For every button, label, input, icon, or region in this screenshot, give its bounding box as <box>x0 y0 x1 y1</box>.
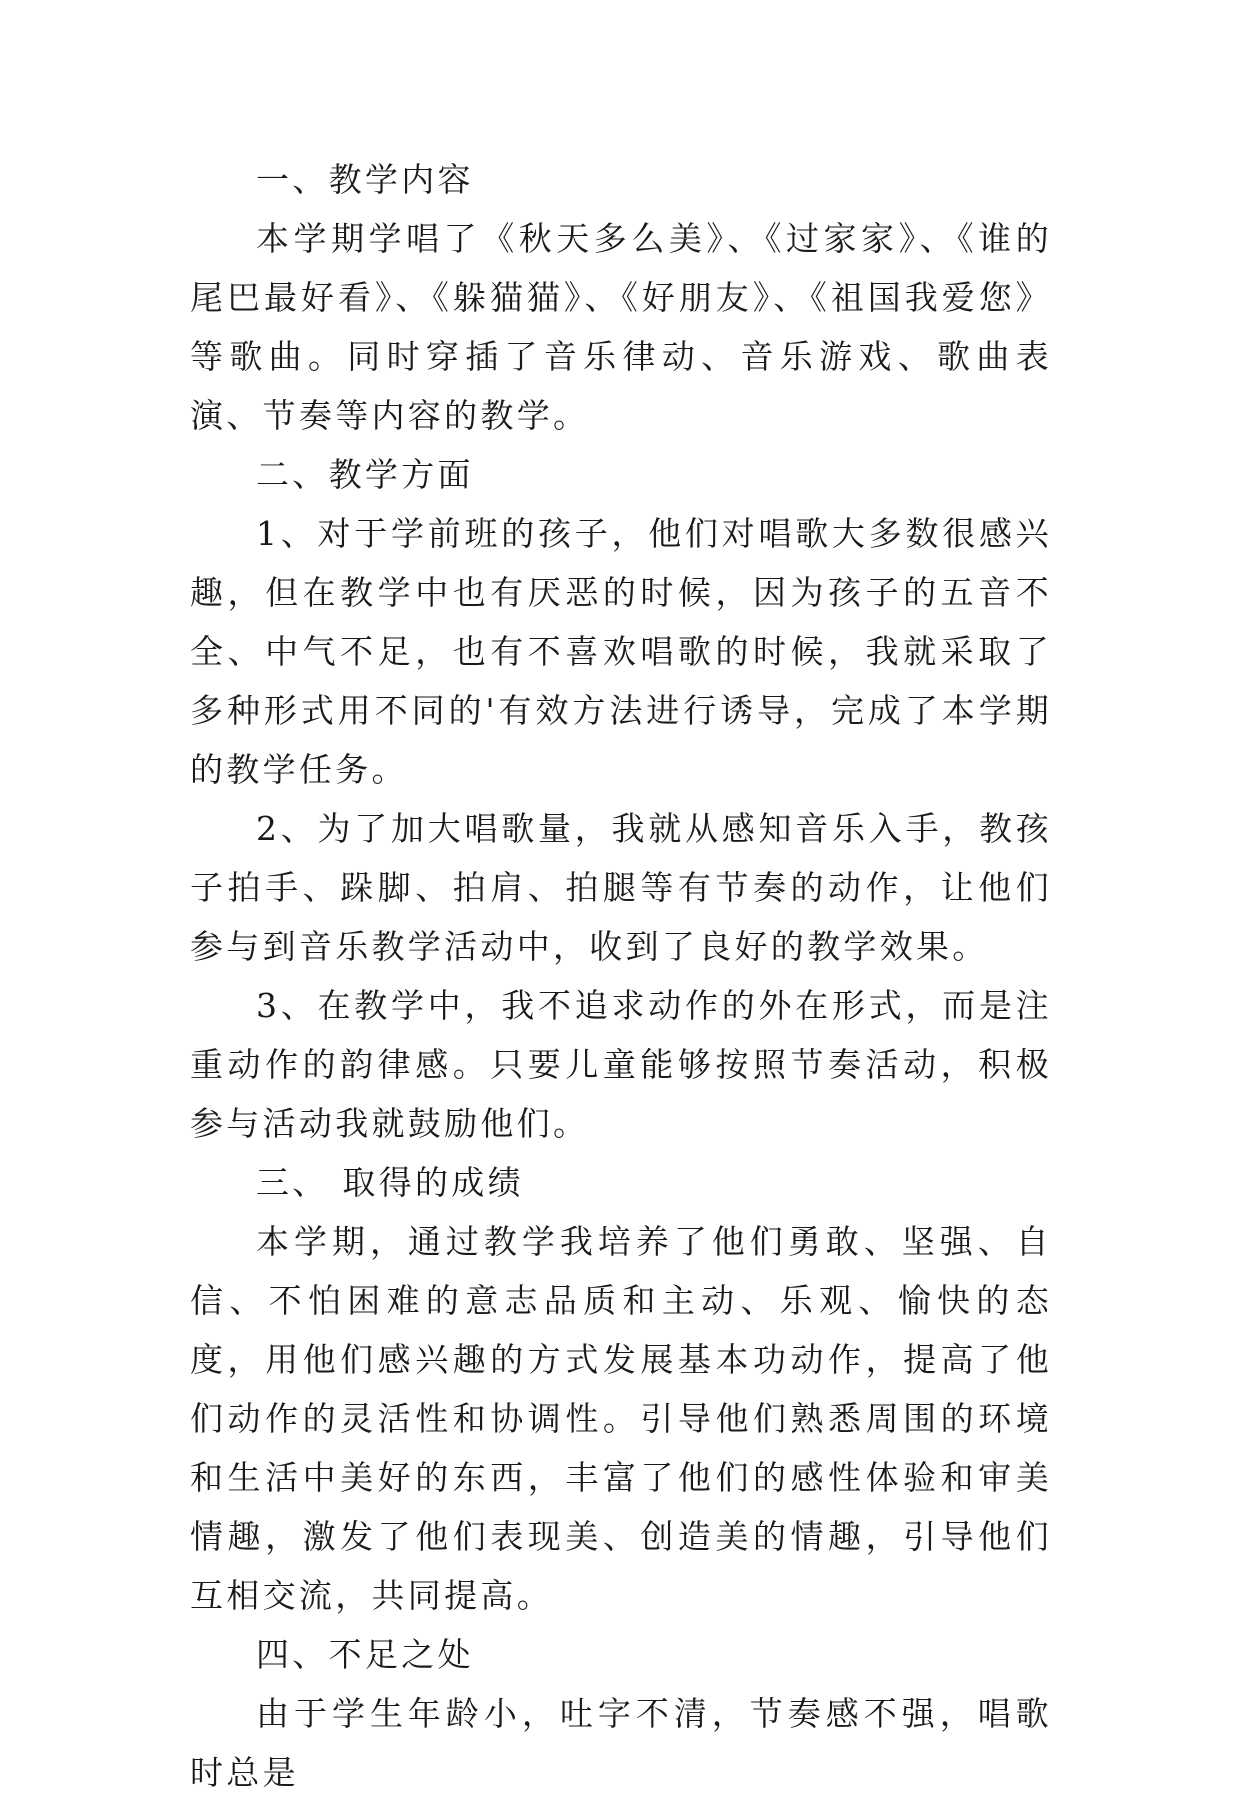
paragraph-point-3: 3、在教学中，我不追求动作的外在形式，而是注重动作的韵律感。只要儿童能够按照节奏活动，积极参与活动我就鼓励他们。 <box>190 986 1052 1143</box>
document-body <box>190 150 1052 1802</box>
section-heading-teaching-content: 一、教学内容 <box>256 160 474 199</box>
section-heading-teaching-aspects: 二、教学方面 <box>256 455 474 494</box>
paragraph-shortcomings: 由于学生年龄小，吐字不清，节奏感不强，唱歌时总是 <box>190 1694 1052 1792</box>
section-heading-achievements: 三、 取得的成绩 <box>256 1163 524 1202</box>
paragraph-point-1: 1、对于学前班的孩子，他们对唱歌大多数很感兴趣，但在教学中也有厌恶的时候，因为孩子的五音不全、中气不足，也有不喜欢唱歌的时候，我就采取了多种形式用不同的'有效方法进行诱导，完成了本学期的教学任务。 <box>190 514 1052 789</box>
paragraph-point-2: 2、为了加大唱歌量，我就从感知音乐入手，教孩子拍手、跺脚、拍肩、拍腿等有节奏的动作，让他们参与到音乐教学活动中，收到了良好的教学效果。 <box>190 809 1052 966</box>
section-heading-shortcomings: 四、不足之处 <box>256 1635 474 1674</box>
paragraph-achievements: 本学期，通过教学我培养了他们勇敢、坚强、自信、不怕困难的意志品质和主动、乐观、愉快的态度，用他们感兴趣的方式发展基本功动作，提高了他们动作的灵活性和协调性。引导他们熟悉周围的环境和生活中美好的东西，丰富了他们的感性体验和审美情趣，激发了他们表现美、创造美的情趣，引导他们互相交流，共同提高。 <box>190 1222 1052 1615</box>
paragraph-songs-learned: 本学期学唱了《秋天多么美》、《过家家》、《谁的尾巴最好看》、《躲猫猫》、《好朋友》、《祖国我爱您》等歌曲。同时穿插了音乐律动、音乐游戏、歌曲表演、节奏等内容的教学。 <box>190 219 1052 435</box>
